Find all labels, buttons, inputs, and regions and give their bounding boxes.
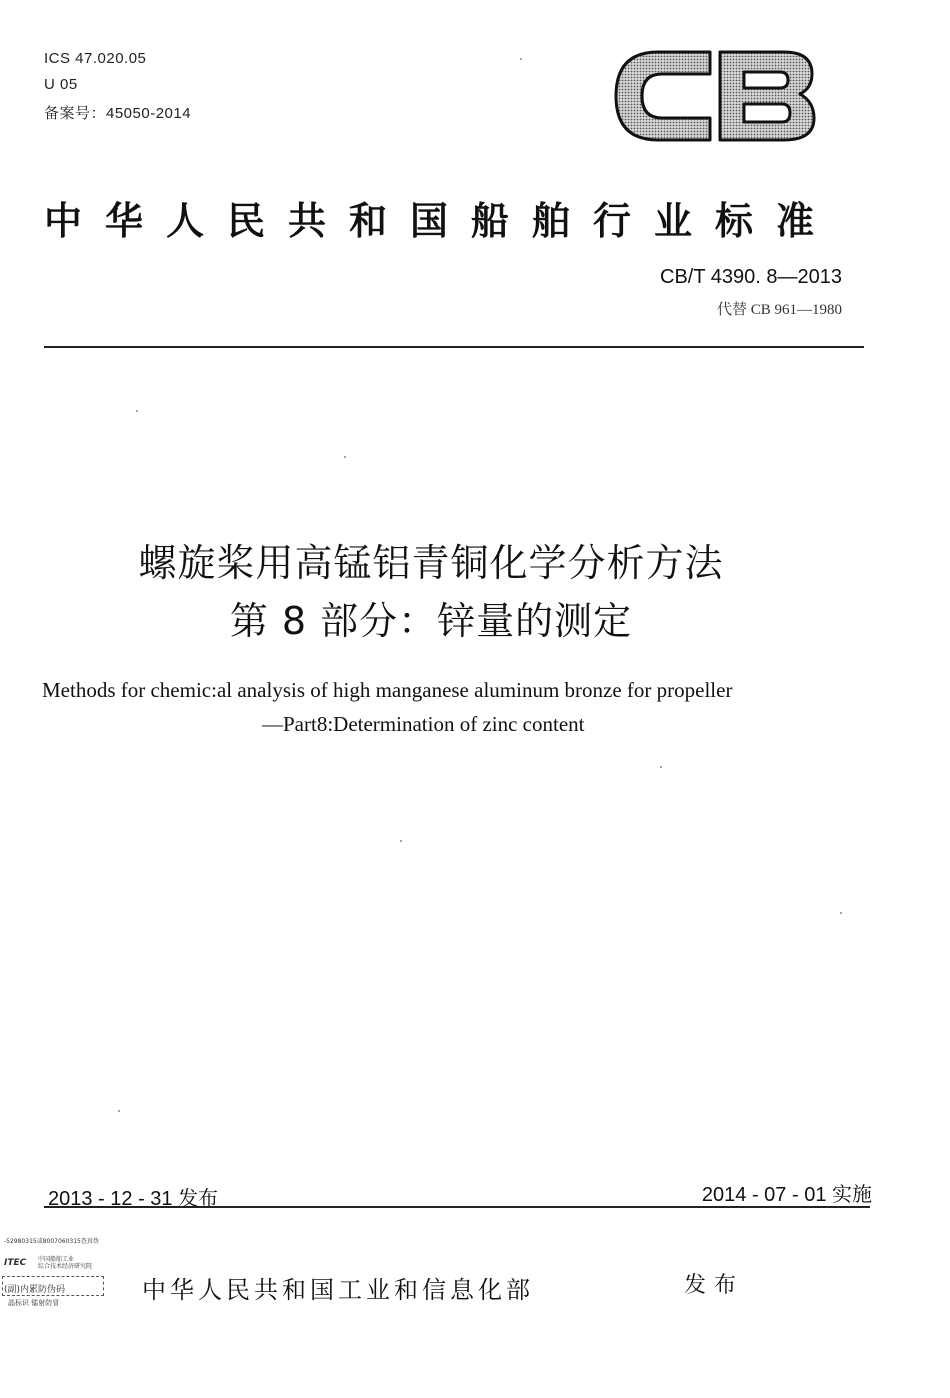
- stamp-laser-label: 晶标识 镭射防冒: [8, 1299, 60, 1307]
- issue-date: 2013 - 12 - 31 发布: [48, 1188, 219, 1210]
- standard-replaces: 代替 CB 961—1980: [716, 302, 842, 318]
- filing-number: 备案号：45050-2014: [44, 105, 192, 122]
- anti-counterfeit-stamp: [2, 1232, 106, 1312]
- scan-speck: [344, 456, 346, 458]
- title-chinese-line2: 第 8 部分：锌量的测定: [229, 599, 633, 643]
- stamp-itec-mark: ITEC: [4, 1258, 27, 1268]
- stamp-institute-line2: 综合技术经济研究院: [38, 1263, 93, 1270]
- stamp-institute-line1: 中国船舶工业: [38, 1256, 75, 1263]
- ccs-code: U 05: [44, 76, 78, 93]
- scan-speck: [520, 58, 522, 60]
- title-english-line1: Methods for chemic:al analysis of high manganese aluminum bronze for propeller: [42, 678, 733, 702]
- stamp-verify-text: -52980315或8007060315查真伪: [4, 1238, 99, 1245]
- top-divider: [44, 346, 864, 348]
- bottom-divider: [44, 1206, 870, 1208]
- issued-label: 发布: [684, 1273, 745, 1298]
- scan-speck: [118, 1110, 120, 1112]
- cb-logo-text: CB: [612, 46, 614, 47]
- title-chinese-line1: 螺旋桨用高锰铝青铜化学分析方法: [138, 541, 724, 585]
- cb-logo: [612, 46, 818, 146]
- ics-code: ICS 47.020.05: [44, 50, 147, 67]
- title-english-line2: —Part8:Determination of zinc content: [262, 712, 585, 736]
- scan-speck: [400, 840, 402, 842]
- stamp-institute-text: [38, 1256, 92, 1270]
- scan-speck: [136, 410, 138, 412]
- standard-number: CB/T 4390. 8—2013: [660, 266, 842, 288]
- implementation-date: 2014 - 07 - 01 实施: [701, 1184, 872, 1206]
- scan-speck: [840, 912, 842, 914]
- standard-organization: 中华人民共和国船舶行业标准: [44, 199, 838, 243]
- stamp-code-label: (副)内累防伪码: [4, 1285, 66, 1295]
- scan-speck: [660, 766, 662, 768]
- issuing-authority: 中华人民共和国工业和信息化部: [142, 1276, 534, 1304]
